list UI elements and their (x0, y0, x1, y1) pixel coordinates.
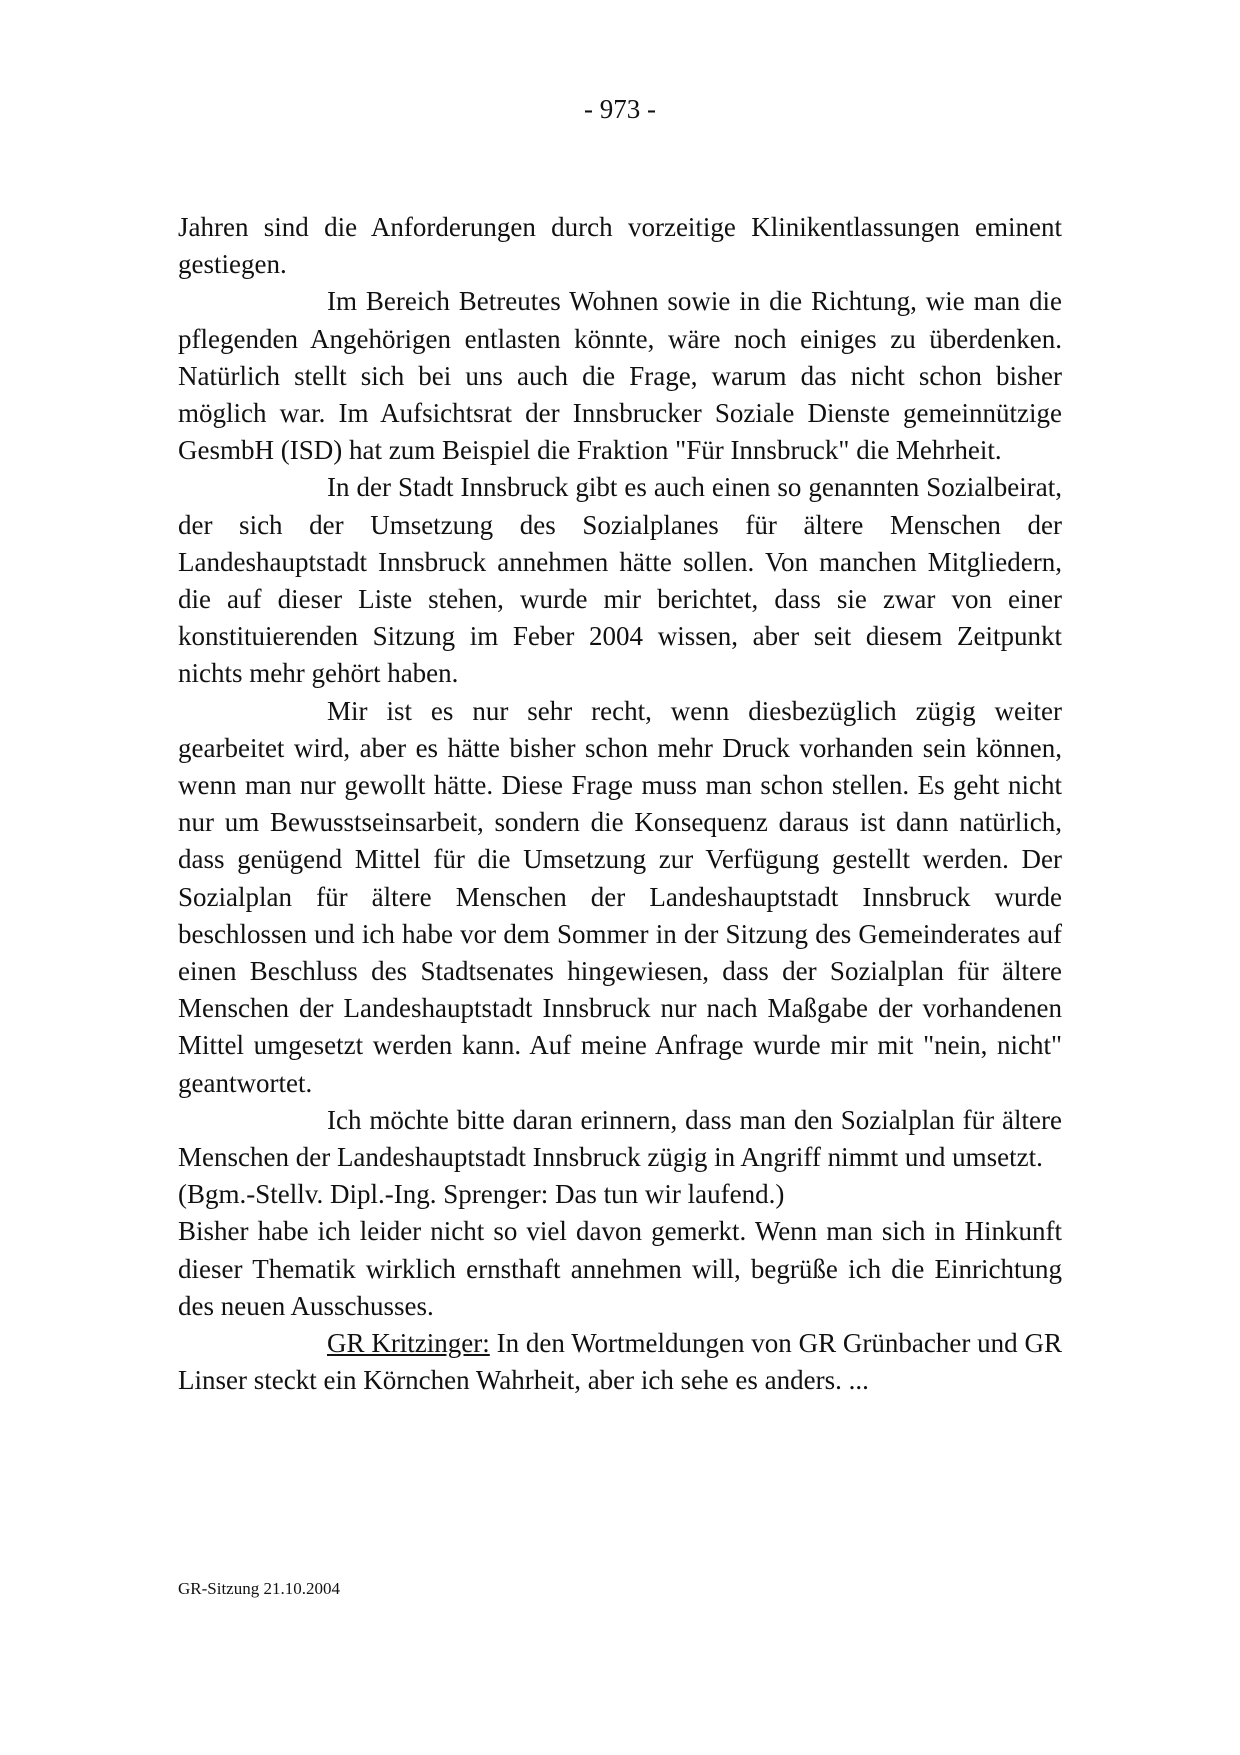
page-number: - 973 - (584, 94, 656, 124)
paragraph-7 (178, 1325, 1062, 1399)
paragraph-3: In der Stadt Innsbruck gibt es auch einen so genannten Sozialbeirat, der sich der Umsetzung des Sozialplanes für ältere Menschen der Landeshauptstadt Innsbruck annehmen hätte sollen. Von manchen Mitgliedern, die auf dieser Liste stehen, wurde mir berichtet, dass sie zwar von einer konstituierenden Sitzung im Feber 2004 wissen, aber seit diesem Zeitpunkt nichts mehr gehört haben. (178, 472, 1062, 689)
paragraph-5: Ich möchte bitte daran erinnern, dass man den Sozialplan für ältere Menschen der Landeshauptstadt Innsbruck zügig in Angriff nimmt und umsetzt. (178, 1104, 1062, 1173)
footer: GR-Sitzung 21.10.2004 (178, 1579, 340, 1598)
paragraph-6: Bisher habe ich leider nicht so viel davon gemerkt. Wenn man sich in Hinkunft dieser Thematik wirklich ernsthaft annehmen will, begrüße ich die Einrichtung des neuen Ausschusses. (178, 1216, 1062, 1321)
document-body (178, 209, 1062, 1400)
paragraph-7-text: In den Wortmeldungen von GR Grünbacher und GR Linser steckt ein Körnchen Wahrheit, aber ich sehe es anders. ... (178, 1328, 1062, 1396)
paragraph-2: Im Bereich Betreutes Wohnen sowie in die Richtung, wie man die pflegenden Angehörigen entlasten könnte, wäre noch einiges zu überdenken. Natürlich stellt sich bei uns auch die Frage, warum das nicht schon bisher möglich war. Im Aufsichtsrat der Innsbrucker Soziale Dienste gemeinnützige GesmbH (ISD) hat zum Beispiel die Fraktion "Für Innsbruck" die Mehrheit. (178, 286, 1062, 466)
interjection: (Bgm.-Stellv. Dipl.-Ing. Sprenger: Das tun wir laufend.) (178, 1179, 785, 1210)
speaker-name: GR Kritzinger: (327, 1328, 490, 1359)
paragraph-1: Jahren sind die Anforderungen durch vorzeitige Klinikentlassungen eminent gestiegen. (178, 212, 1062, 280)
paragraph-4: Mir ist es nur sehr recht, wenn diesbezüglich zügig weiter gearbeitet wird, aber es hätte bisher schon mehr Druck vorhanden sein können, wenn man nur gewollt hätte. Diese Frage muss man schon stellen. Es geht nicht nur um Bewusstseinsarbeit, sondern die Konsequenz daraus ist dann natürlich, dass genügend Mittel für die Umsetzung zur Verfügung gestellt werden. Der Sozialplan für ältere Menschen der Landeshauptstadt Innsbruck wurde beschlossen und ich habe vor dem Sommer in der Sitzung des Gemeinderates auf einen Beschluss des Stadtsenates hingewiesen, dass der Sozialplan für ältere Menschen der Landeshauptstadt Innsbruck nur nach Maßgabe der vorhandenen Mittel umgesetzt werden kann. Auf meine Anfrage wurde mir mit "nein, nicht" geantwortet. (178, 695, 1062, 1098)
